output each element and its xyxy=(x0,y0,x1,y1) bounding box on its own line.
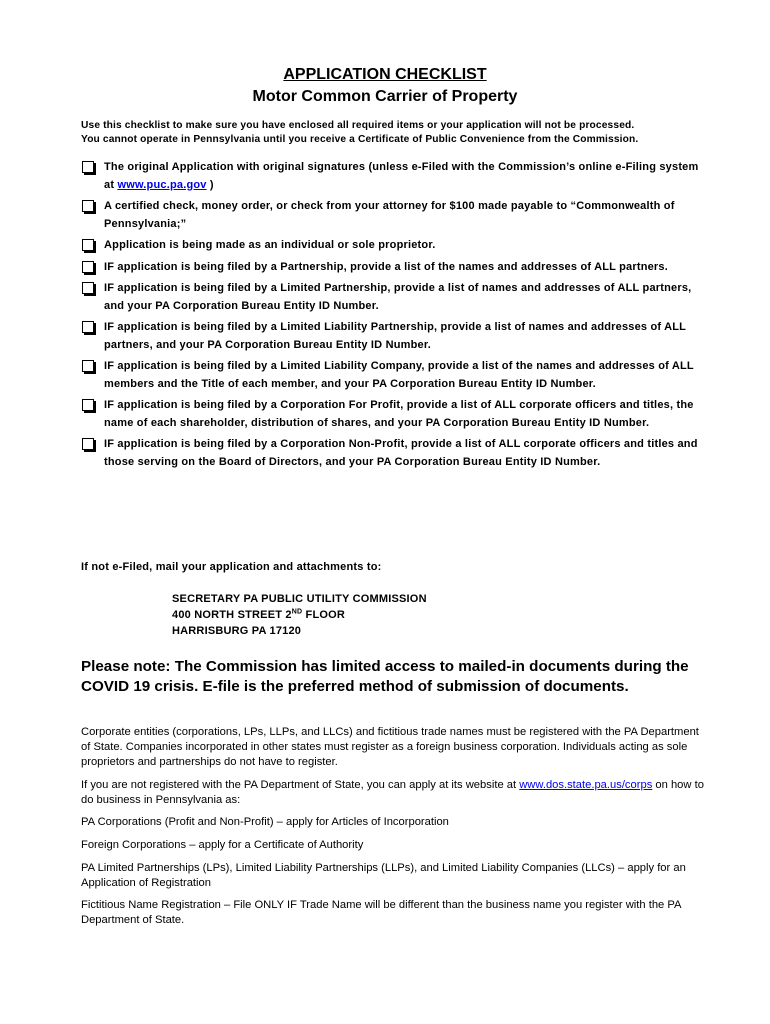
checklist-item-limited-partnership xyxy=(80,280,710,315)
fictitious-name-line: Fictitious Name Registration – File ONLY IF Trade Name will be different than the business name you register with the PA Department of State. xyxy=(81,899,681,926)
intro-line-2: You cannot operate in Pennsylvania until you receive a Certificate of Public Convenience from the Commission. xyxy=(81,134,639,145)
foreign-corporations-line: Foreign Corporations – apply for a Certificate of Authority xyxy=(81,839,364,851)
checklist-item-corporation-for-profit xyxy=(80,397,710,432)
checklist-item-text: The original Application with original signatures (unless e-Filed with the Commission’s online e-Filing system at xyxy=(104,161,699,191)
pa-corporations-line: PA Corporations (Profit and Non-Profit) – apply for Articles of Incorporation xyxy=(81,816,449,828)
checklist-item-text: IF application is being filed by a Limited Liability Company, provide a list of the names and addresses of ALL members and the Title of each member, and your PA Corporation Bureau Entity ID Number. xyxy=(104,360,694,390)
page-subtitle: Motor Common Carrier of Property xyxy=(252,88,518,105)
dos-website-link[interactable]: www.dos.state.pa.us/corps xyxy=(519,779,653,791)
checklist xyxy=(80,159,710,475)
checklist-item-text-end: ) xyxy=(206,178,214,191)
address-line-3: HARRISBURG PA 17120 xyxy=(172,625,302,637)
mailing-instruction: If not e-Filed, mail your application and attachments to: xyxy=(81,561,382,573)
address-street: 400 NORTH STREET 2 xyxy=(172,609,292,621)
checklist-item-text: IF application is being filed by a Partnership, provide a list of the names and addresses of ALL partners. xyxy=(104,260,668,273)
checklist-item-payment xyxy=(80,198,710,233)
registration-info-paragraph: Corporate entities (corporations, LPs, LLPs, and LLCs) and fictitious trade names must be registered with the PA Department of State. Companies incorporated in other states must register as a foreign business corporation. Individuals acting as sole proprietors and partnerships do not have to register. xyxy=(81,726,699,768)
covid-notice: Please note: The Commission has limited access to mailed-in documents during the COVID 19 crisis. E-file is the preferred method of submission of documents. xyxy=(81,658,689,695)
intro-text xyxy=(81,119,721,147)
checklist-item-text: IF application is being filed by a Limited Partnership, provide a list of names and addresses of ALL partners, and your PA Corporation Bureau Entity ID Number. xyxy=(104,282,692,312)
checkbox-icon[interactable] xyxy=(82,360,94,372)
puc-website-link[interactable]: www.puc.pa.gov xyxy=(117,178,207,191)
checklist-item-text: IF application is being filed by a Corporation Non-Profit, provide a list of ALL corporate officers and titles and those serving on the Board of Directors, and your PA Corporation Bureau Entity ID Number. xyxy=(104,438,698,468)
checklist-item-llp xyxy=(80,319,710,354)
checklist-item-text: IF application is being filed by a Limited Liability Partnership, provide a list of names and addresses of ALL partners, and your PA Corporation Bureau Entity ID Number. xyxy=(104,321,686,351)
checklist-item-original-application xyxy=(80,159,710,194)
address-floor-suffix: ND xyxy=(291,608,303,616)
checkbox-icon[interactable] xyxy=(82,438,94,450)
checkbox-icon[interactable] xyxy=(82,161,94,173)
dos-text-end: on how to do business in Pennsylvania as: xyxy=(81,779,704,806)
checkbox-icon[interactable] xyxy=(82,239,94,251)
checkbox-icon[interactable] xyxy=(82,282,94,294)
intro-line-1: Use this checklist to make sure you have enclosed all required items or your application will not be processed. xyxy=(81,120,635,131)
checklist-item-text: A certified check, money order, or check from your attorney for $100 made payable to “Commonwealth of Pennsylvania;” xyxy=(104,200,675,230)
address-line-1: SECRETARY PA PUBLIC UTILITY COMMISSION xyxy=(172,593,427,605)
checkbox-icon[interactable] xyxy=(82,399,94,411)
checklist-item-text: Application is being made as an individual or sole proprietor. xyxy=(104,239,436,251)
address-line-2 xyxy=(172,607,427,623)
checklist-item-llc xyxy=(80,358,710,393)
checkbox-icon[interactable] xyxy=(82,200,94,212)
checklist-item-sole-proprietor xyxy=(80,237,710,255)
page-title: APPLICATION CHECKLIST xyxy=(283,66,487,83)
dos-website-paragraph xyxy=(81,778,711,808)
checklist-item-text: IF application is being filed by a Corporation For Profit, provide a list of ALL corporate officers and titles, the name of each shareholder, distribution of shares, and your PA Corporation Bureau Entity ID Number. xyxy=(104,399,694,429)
checkbox-icon[interactable] xyxy=(82,261,94,273)
checklist-item-partnership xyxy=(80,259,710,277)
checkbox-icon[interactable] xyxy=(82,321,94,333)
checklist-item-corporation-non-profit xyxy=(80,436,710,471)
mailing-address xyxy=(172,591,427,639)
dos-text-start: If you are not registered with the PA Department of State, you can apply at its website at xyxy=(81,779,520,791)
address-floor: FLOOR xyxy=(302,609,346,621)
limited-entities-line: PA Limited Partnerships (LPs), Limited Liability Partnerships (LLPs), and Limited Liability Companies (LLCs) – apply for an Application of Registration xyxy=(81,862,686,889)
